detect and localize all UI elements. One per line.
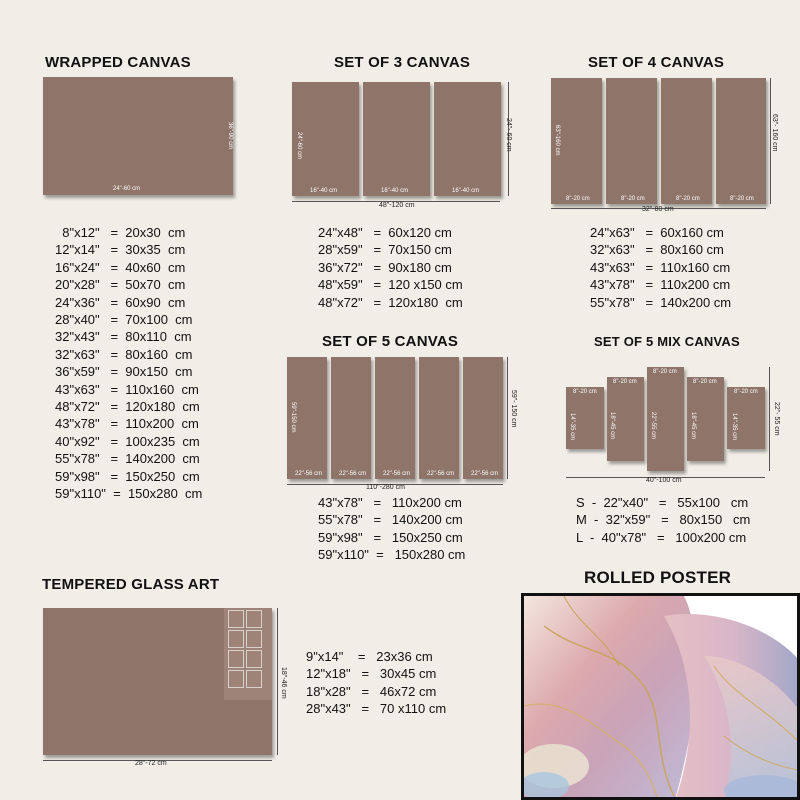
set4-panel-label-2: 8"-20 cm [621,196,645,202]
glass-panel [43,608,272,755]
set5-height-label: 59"- 150 cm [510,390,517,428]
size-row: 8"x12" = 20x30 cm [55,225,186,240]
size-row: L - 40"x78" = 100x200 cm [576,529,747,545]
size-row: 55"x78" = 140x200 cm [55,451,200,467]
set5mix-height-3: 22"-55 cm [650,412,656,440]
size-row: 59"x98" = 150x250 cm [318,529,463,545]
set4-panel-3 [661,78,712,204]
set5mix-height-4: 18"-45 cm [690,412,696,440]
poster-art [524,596,800,800]
set3-panel-label-2: 16"-40 cm [381,188,409,194]
glass-grid-cell [228,610,244,628]
set3-panel-2 [363,82,430,196]
size-row: M - 32"x59" = 80x150 cm [576,512,751,528]
set5mix-height-1: 14"-35 cm [569,413,575,441]
size-row: 18"x28" = 46x72 cm [306,683,437,699]
glass-title: TEMPERED GLASS ART [42,576,220,593]
size-row: 9"x14" = 23x36 cm [306,649,433,664]
size-row: 48"x72" = 120x180 cm [318,294,463,310]
set5mix-height-label: 22"- 55 cm [773,402,780,436]
glass-grid-cell [228,630,244,648]
glass-size-list [306,648,446,718]
size-row: 59"x110" = 150x280 cm [318,547,466,563]
set4-panel-height-label: 63"-160 cm [554,125,560,156]
set5-panel-label-5: 22"-56 cm [471,471,499,477]
set3-panel-height-label: 24"-60 cm [296,132,302,160]
size-row: 28"x40" = 70x100 cm [55,312,193,328]
size-row: 43"x78" = 110x200 cm [590,277,731,293]
set5-panel-height-label: 59"-150 cm [290,402,296,433]
size-row: 59"x98" = 150x250 cm [55,468,200,484]
set4-panel-label-4: 8"-20 cm [730,196,754,202]
set5-panel-label-1: 22"-56 cm [295,471,323,477]
set4-size-list [590,224,731,311]
glass-width-label: 28"-72 cm [135,760,167,767]
size-row: 55"x78" = 140x200 cm [318,512,463,528]
size-row: 36"x72" = 90x180 cm [318,259,452,275]
size-row: 16"x24" = 40x60 cm [55,259,186,275]
set3-panel-1 [292,82,359,196]
set5mix-title: SET OF 5 MIX CANVAS [594,334,740,349]
size-row: S - 22"x40" = 55x100 cm [576,495,749,510]
set5-panel-4 [419,357,459,479]
set5mix-label-1: 8"-20 cm [573,389,597,395]
set5mix-label-4: 8"-20 cm [693,379,717,385]
size-row: 43"x63" = 110x160 cm [55,381,199,397]
size-row: 24"x36" = 60x90 cm [55,294,186,310]
wrapped-canvas-title: WRAPPED CANVAS [45,54,191,71]
glass-grid-cell [228,670,244,688]
size-row: 48"x59" = 120 x150 cm [318,277,463,293]
wrapped-canvas-panel [43,77,233,195]
glass-height-label: 18"-46 cm [280,667,287,699]
glass-grid-cell [246,670,262,688]
glass-height-line [277,608,278,755]
set5-panel-label-4: 22"-56 cm [427,471,455,477]
size-row: 36"x59" = 90x150 cm [55,364,193,380]
size-row: 59"x110" = 150x280 cm [55,486,203,502]
size-row: 32"x63" = 80x160 cm [590,242,724,258]
set3-height-label: 24"- 60 cm [505,118,512,152]
size-row: 32"x43" = 80x110 cm [55,329,192,345]
glass-grid-cell [246,630,262,648]
size-row: 43"x63" = 110x160 cm [590,259,731,275]
size-row: 28"x59" = 70x150 cm [318,242,452,258]
wrapped-height-label: 36"-90 cm [227,122,233,150]
set3-panel-label-3: 16"-40 cm [452,188,480,194]
set5-panel-3 [375,357,415,479]
size-row: 20"x28" = 50x70 cm [55,277,186,293]
set5-panel-label-2: 22"-56 cm [339,471,367,477]
size-row: 24"x48" = 60x120 cm [318,225,452,240]
set5mix-label-3: 8"-20 cm [653,369,677,375]
set5-panel-2 [331,357,371,479]
set3-width-label: 48"-120 cm [379,202,415,209]
set5mix-height-2: 18"-45 cm [609,412,615,440]
glass-grid-cell [246,610,262,628]
set3-panel-label-1: 16"-40 cm [310,188,338,194]
set3-panel-3 [434,82,501,196]
set4-title: SET OF 4 CANVAS [588,54,725,71]
poster-title: ROLLED POSTER [584,568,732,587]
set5mix-width-label: 40"-100 cm [646,477,682,484]
set4-height-label: 63"- 160 cm [771,114,778,152]
set5-title: SET OF 5 CANVAS [322,333,459,350]
set5mix-height-line [769,367,770,471]
size-row: 28"x43" = 70 x110 cm [306,701,447,717]
set3-size-list [318,224,463,311]
size-row: 40"x92" = 100x235 cm [55,433,200,449]
set5mix-height-5: 14"-35 cm [731,413,737,441]
wrapped-width-label: 24"-60 cm [113,186,141,192]
size-row: 48"x72" = 120x180 cm [55,399,200,415]
size-row: 12"x18" = 30x45 cm [306,666,437,682]
size-row: 43"x78" = 110x200 cm [55,416,199,432]
set4-panel-2 [606,78,657,204]
size-row: 12"x14" = 30x35 cm [55,242,186,258]
set4-panel-label-3: 8"-20 cm [676,196,700,202]
set4-width-label: 32"-80 cm [642,206,674,213]
size-row: 55"x78" = 140x200 cm [590,294,732,310]
glass-grid-cell [246,650,262,668]
size-row: 32"x63" = 80x160 cm [55,346,193,362]
set5mix-label-2: 8"-20 cm [613,379,637,385]
set5mix-label-5: 8"-20 cm [734,389,758,395]
set5-size-list [318,494,465,564]
wrapped-size-list [55,224,202,503]
set3-title: SET OF 3 CANVAS [334,54,471,71]
set4-panel-4 [716,78,766,204]
size-row: 24"x63" = 60x160 cm [590,225,724,240]
set5mix-size-list [576,494,750,546]
glass-grid-cell [228,650,244,668]
set5-panel-label-3: 22"-56 cm [383,471,411,477]
size-row: 43"x78" = 110x200 cm [318,495,462,510]
set5-panel-5 [463,357,503,479]
set5-width-label: 110"-280 cm [366,484,405,491]
set5-height-line [507,357,508,479]
set4-panel-label-1: 8"-20 cm [566,196,590,202]
poster-image [521,593,800,800]
